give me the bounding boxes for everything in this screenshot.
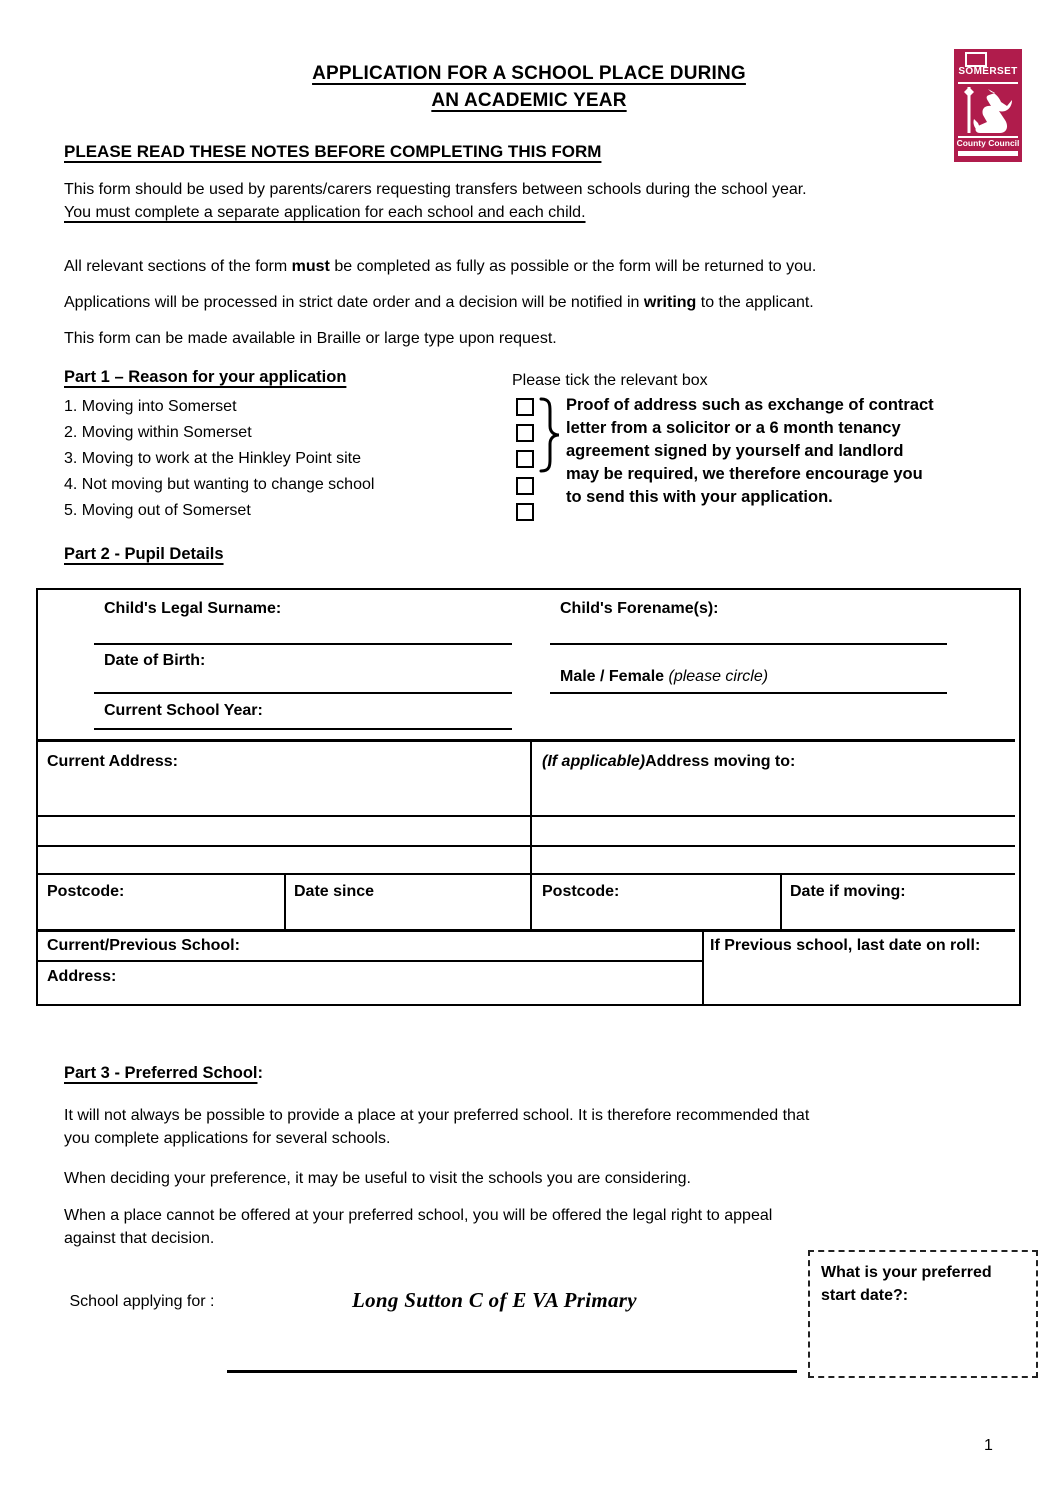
notes-processed-post: to the applicant.	[696, 294, 814, 311]
dob-input-line[interactable]	[94, 692, 512, 694]
school-address-label: Address:	[47, 968, 117, 985]
forename-input-line[interactable]	[550, 643, 947, 645]
date-since-label: Date since	[294, 883, 375, 900]
logo-somerset-text: SOMERSET	[958, 66, 1018, 77]
current-previous-school-cell[interactable]	[248, 932, 700, 960]
surname-input-line[interactable]	[94, 643, 512, 645]
part3-heading-colon: :	[257, 1064, 263, 1082]
notes-sections	[64, 255, 1004, 278]
dragon-icon	[962, 85, 1014, 135]
notes-sections-pre: All relevant sections of the form	[64, 258, 292, 275]
part3-para1: It will not always be possible to provide a place at your preferred school. It is therefore recommended that you complete applications for several schools.	[64, 1107, 810, 1147]
start-date-box[interactable]	[808, 1250, 1038, 1378]
part2-heading: Part 2 - Pupil Details	[64, 545, 224, 563]
school-applying-label: School applying for :	[69, 1293, 215, 1310]
part3-heading	[64, 1064, 263, 1083]
brace-icon	[537, 396, 561, 474]
school-year-label: Current School Year:	[104, 702, 263, 719]
somerset-county-council-logo	[954, 49, 1022, 162]
part3-para2: When deciding your preference, it may be useful to visit the schools you are considering.	[64, 1170, 691, 1187]
school-applying-value[interactable]: Long Sutton C of E VA Primary	[352, 1288, 637, 1312]
logo-flag-icon	[965, 52, 987, 67]
notes-intro-line2: You must complete a separate application for each school and each child.	[64, 204, 586, 221]
current-previous-school-label: Current/Previous School:	[47, 937, 240, 954]
reason-list: 1. Moving into Somerset 2. Moving within Somerset 3. Moving to work at the Hinkley Point site 4. Not moving but wanting to change school 5. Moving out of Somerset	[64, 398, 375, 519]
date-if-moving-cell[interactable]	[908, 875, 1013, 929]
reason-checkbox-1[interactable]	[516, 398, 534, 416]
notes-processed-bold: writing	[643, 294, 697, 311]
part3-para3: When a place cannot be offered at your preferred school, you will be offered the legal right to appeal against that decision.	[64, 1207, 773, 1247]
current-address-label: Current Address:	[47, 753, 178, 770]
reason-checkbox-2[interactable]	[516, 424, 534, 442]
moving-address-hint: (If applicable)	[542, 753, 646, 770]
school-address-cell[interactable]	[128, 962, 700, 1002]
notes-sections-bold: must	[291, 258, 330, 275]
grid-line	[284, 875, 286, 931]
school-applying-input-line[interactable]	[227, 1370, 797, 1373]
notes-intro-line1: This form should be used by parents/carers requesting transfers between schools during the school year.	[64, 181, 807, 198]
form-title	[0, 60, 1058, 114]
notes-heading: PLEASE READ THESE NOTES BEFORE COMPLETING THIS FORM	[64, 142, 602, 161]
notes-processed	[64, 291, 1004, 314]
last-date-on-roll-cell[interactable]	[704, 982, 1014, 1002]
notes-intro	[64, 178, 994, 224]
logo-bottom-bar	[958, 151, 1018, 156]
gender-hint: (please circle)	[668, 668, 769, 685]
gender-input-line[interactable]	[550, 692, 947, 694]
pupil-details-box	[36, 588, 1021, 1006]
postcode-right-label: Postcode:	[542, 883, 620, 900]
notes-braille: This form can be made available in Braille or large type upon request.	[64, 330, 557, 347]
moving-address-label: Address moving to:	[645, 753, 796, 770]
postcode-right-cell[interactable]	[628, 875, 778, 929]
gender-label[interactable]: Male / Female	[560, 668, 665, 685]
date-since-cell[interactable]	[388, 875, 528, 929]
surname-label: Child's Legal Surname:	[104, 600, 282, 617]
grid-line	[780, 875, 782, 931]
reason-checkbox-4[interactable]	[516, 477, 534, 495]
forename-label: Child's Forename(s):	[560, 600, 719, 617]
tick-instruction: Please tick the relevant box	[512, 372, 708, 389]
reason-checkbox-5[interactable]	[516, 503, 534, 521]
notes-sections-post: be completed as fully as possible or the form will be returned to you.	[329, 258, 817, 275]
current-address-cell[interactable]	[38, 742, 528, 873]
date-if-moving-label: Date if moving:	[790, 883, 906, 900]
proof-of-address-note: Proof of address such as exchange of contract letter from a solicitor or a 6 month tenancy agreement signed by yourself and landlord may be required, we therefore encourage you to send this with your application.	[566, 396, 934, 506]
notes-processed-pre: Applications will be processed in strict date order and a decision will be notified in	[64, 294, 644, 311]
part3-heading-text: Part 3 - Preferred School	[64, 1064, 258, 1082]
logo-divider-top	[958, 82, 1018, 84]
school-year-input-line[interactable]	[94, 728, 512, 730]
postcode-left-label: Postcode:	[47, 883, 125, 900]
start-date-label: What is your preferred start date?:	[821, 1264, 992, 1304]
page-number: 1	[984, 1437, 993, 1454]
dob-label: Date of Birth:	[104, 652, 206, 669]
moving-address-cell[interactable]	[532, 742, 1015, 873]
gender-choice[interactable]	[560, 668, 768, 686]
postcode-left-cell[interactable]	[133, 875, 283, 929]
form-title-line1: APPLICATION FOR A SCHOOL PLACE DURING	[312, 63, 746, 84]
last-date-on-roll-label: If Previous school, last date on roll:	[710, 937, 981, 954]
logo-county-council-text: County Council	[956, 138, 1020, 148]
reason-checkbox-3[interactable]	[516, 450, 534, 468]
form-title-line2: AN ACADEMIC YEAR	[431, 90, 627, 111]
part1-heading: Part 1 – Reason for your application	[64, 368, 347, 386]
